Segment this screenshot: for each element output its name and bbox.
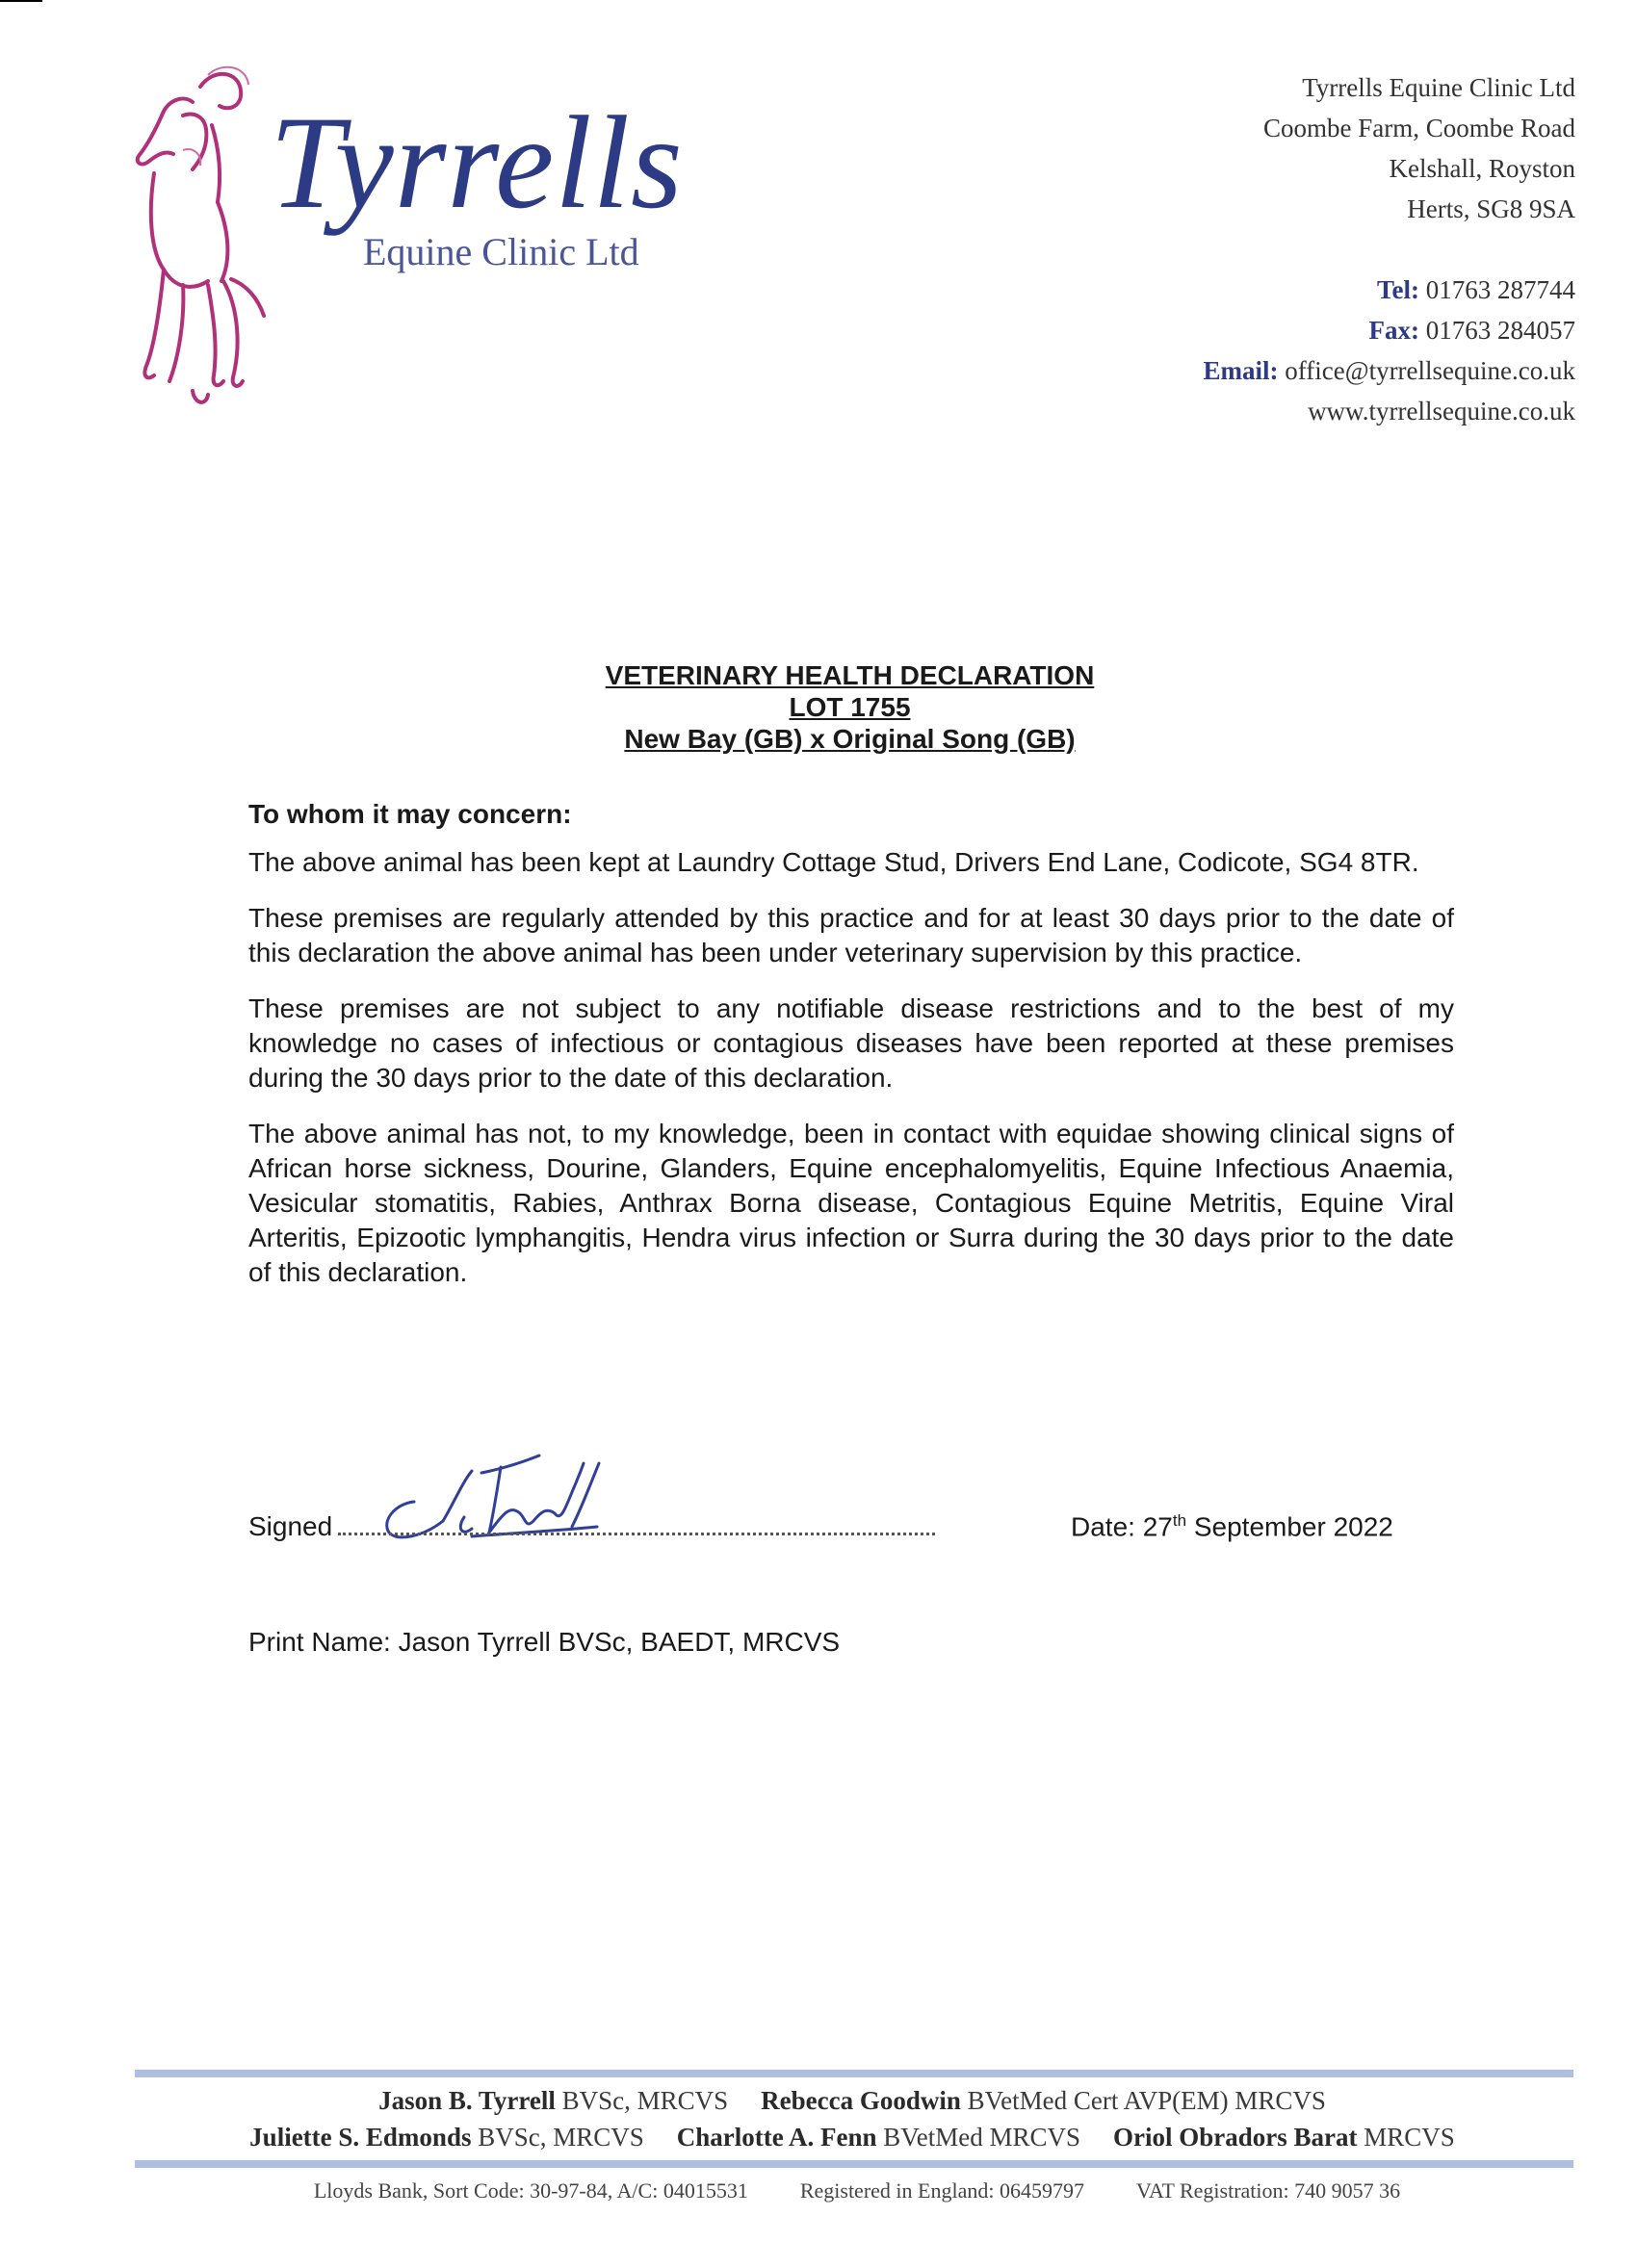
body-paragraph: These premises are regularly attended by this practice and for at least 30 days prior to the date of this declaration the above animal has been under veterinary supervision by this practice. (248, 903, 1454, 967)
scan-corner-mark (0, 0, 42, 2)
lot-number: LOT 1755 (789, 692, 911, 722)
greeting: To whom it may concern: (248, 799, 572, 829)
signed-line (248, 1511, 935, 1542)
vet-quals: BVSc, MRCVS (478, 2123, 644, 2152)
email-address[interactable]: office@tyrrellsequine.co.uk (1285, 356, 1575, 385)
vat-number: VAT Registration: 740 9057 36 (1135, 2178, 1401, 2203)
print-name: Print Name: Jason Tyrrell BVSc, BAEDT, MRCVS (248, 1627, 841, 1657)
tel-number: 01763 287744 (1425, 275, 1575, 304)
registered-number: Registered in England: 06459797 (799, 2178, 1084, 2203)
email (1203, 350, 1575, 391)
contact-block (1203, 270, 1575, 431)
horse-logo-icon (125, 58, 279, 424)
declaration-body (248, 797, 1454, 1311)
tel-label: Tel: (1376, 275, 1419, 304)
footer-rule-bottom (135, 2160, 1573, 2168)
fax-label: Fax: (1368, 316, 1419, 345)
telephone (1203, 270, 1575, 310)
date-label: Date: (1071, 1511, 1135, 1542)
brand-subtitle: Equine Clinic Ltd (363, 230, 639, 273)
address-line: Tyrrells Equine Clinic Ltd (1302, 73, 1575, 102)
date-day: 27 (1142, 1511, 1173, 1542)
title-heading: VETERINARY HEALTH DECLARATION (605, 660, 1095, 690)
address-line: Kelshall, Royston (1389, 154, 1575, 183)
vets-line-1 (0, 2082, 1637, 2119)
website[interactable]: www.tyrrellsequine.co.uk (1308, 397, 1575, 425)
vet-name: Charlotte A. Fenn (676, 2123, 877, 2152)
bank-details: Lloyds Bank, Sort Code: 30-97-84, A/C: 04015531 (313, 2178, 748, 2203)
vets-line-2 (0, 2119, 1637, 2155)
signature-dotted-line (338, 1513, 935, 1535)
declaration-title (0, 659, 1637, 755)
vet-quals: BVSc, MRCVS (561, 2086, 729, 2115)
vet-name: Oriol Obradors Barat (1113, 2123, 1358, 2152)
body-paragraph: These premises are not subject to any notifiable disease restrictions and to the best of my knowledge no cases of infectious or contagious diseases have been reported at these premises during the 30 days prior to the date of this declaration. (248, 993, 1454, 1093)
email-label: Email: (1203, 356, 1279, 385)
vet-quals: BVetMed MRCVS (883, 2123, 1081, 2152)
signed-label: Signed (248, 1511, 333, 1541)
vet-quals: MRCVS (1364, 2123, 1455, 2152)
address-line: Coombe Farm, Coombe Road (1263, 114, 1575, 142)
company-registration (0, 2178, 1637, 2204)
clinic-logo (125, 58, 684, 443)
vet-name: Jason B. Tyrrell (378, 2086, 556, 2115)
footer-rule-top (135, 2070, 1573, 2077)
vet-quals: BVetMed Cert AVP(EM) MRCVS (967, 2086, 1326, 2115)
vet-name: Juliette S. Edmonds (249, 2123, 472, 2152)
fax (1203, 310, 1575, 350)
body-paragraph: The above animal has been kept at Laundry Cottage Stud, Drivers End Lane, Codicote, SG4 8TR. (248, 847, 1419, 877)
body-paragraph: The above animal has not, to my knowledge, been in contact with equidae showing clinical signs of African horse sickness, Dourine, Glanders, Equine encephalomyelitis, Equine Infectious Anaemia, Vesicular stomatitis, Rabies, Anthrax Borna disease, Contagious Equine Metritis, Equine Viral Arteritis, Epizootic lymphangitis, Hendra virus infection or Surra during the 30 days prior to the date of this declaration. (248, 1119, 1454, 1287)
brand-name: Tyrrells (270, 89, 684, 236)
fax-number: 01763 284057 (1425, 316, 1575, 345)
date-month-year: September 2022 (1193, 1511, 1393, 1542)
declaration-date (1071, 1511, 1393, 1542)
date-suffix: th (1172, 1511, 1187, 1530)
address-line: Herts, SG8 9SA (1407, 194, 1575, 223)
pedigree: New Bay (GB) x Original Song (GB) (624, 724, 1076, 754)
clinic-address (1203, 67, 1575, 431)
vet-name: Rebecca Goodwin (761, 2086, 961, 2115)
